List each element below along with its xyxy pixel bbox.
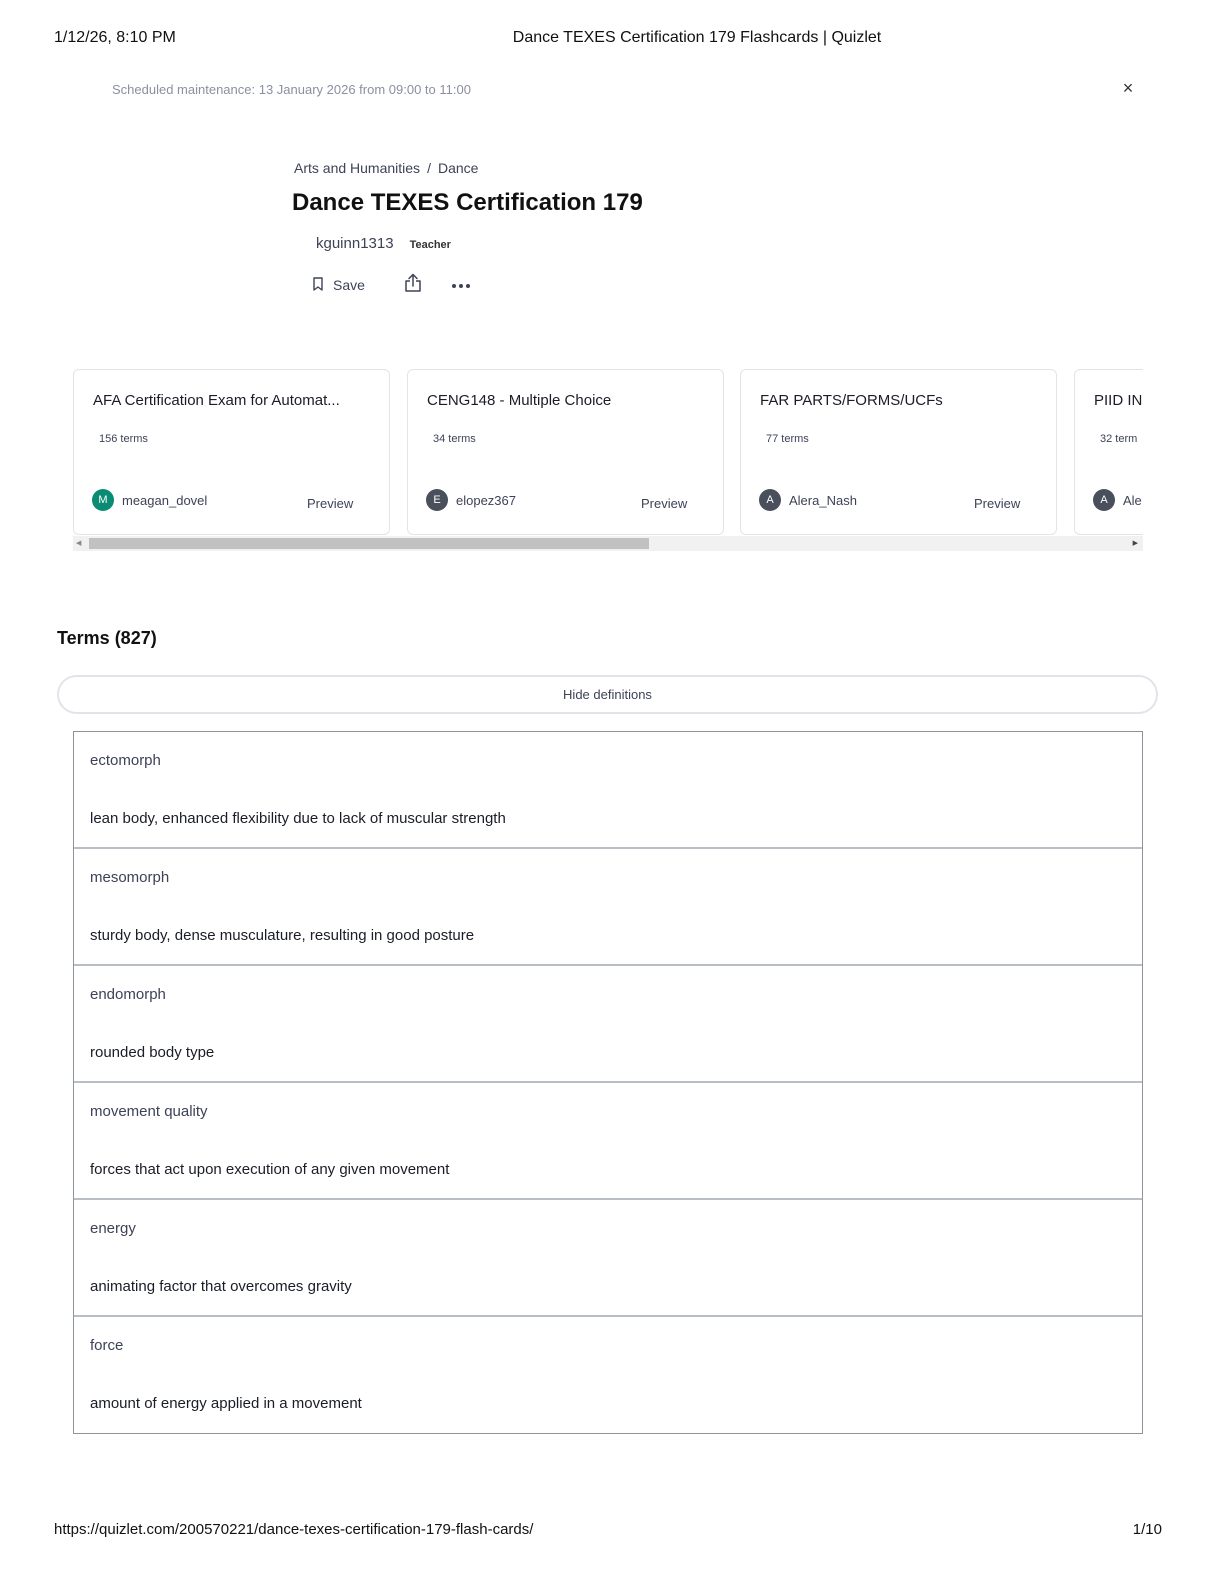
term-definition: sturdy body, dense musculature, resulting in good posture [90,927,475,944]
maintenance-banner-text: Scheduled maintenance: 13 January 2026 from 09:00 to 11:00 [112,82,471,97]
creator-info [316,235,451,252]
term-word: ectomorph [90,752,161,769]
terms-heading: Terms (827) [57,628,157,648]
close-icon[interactable]: × [1122,78,1134,98]
term-word: movement quality [90,1103,208,1120]
related-set-author[interactable]: Ale [1123,493,1142,508]
hide-definitions-button[interactable]: Hide definitions [57,675,1158,714]
scrollbar-thumb[interactable] [89,538,649,549]
save-button[interactable] [312,277,398,294]
term-definition: amount of energy applied in a movement [90,1395,362,1412]
avatar: M [92,489,114,511]
more-horizontal-icon [451,276,471,294]
related-set-title: PIID IN [1094,392,1143,409]
related-set-author[interactable]: meagan_dovel [122,493,208,508]
share-button[interactable] [398,272,428,298]
print-url: https://quizlet.com/200570221/dance-texes-certification-179-flash-cards/ [54,1521,534,1538]
term-row [74,849,1142,966]
related-set-title: FAR PARTS/FORMS/UCFs [760,392,943,409]
related-set-term-count: 34 terms [433,433,476,445]
related-set-title: CENG148 - Multiple Choice [427,392,612,409]
related-set-card[interactable] [1074,369,1143,535]
term-definition: rounded body type [90,1044,215,1061]
term-word: force [90,1337,124,1354]
carousel-scrollbar[interactable] [73,536,1143,551]
preview-button[interactable]: Preview [307,496,354,511]
avatar: A [759,489,781,511]
more-options-button[interactable] [446,272,476,298]
related-set-author[interactable]: elopez367 [456,493,516,508]
term-list [73,731,1143,1434]
scroll-left-arrow-icon[interactable]: ◀ [76,540,82,547]
related-sets-carousel [73,369,1143,535]
avatar: A [1093,489,1115,511]
share-icon [404,273,422,298]
term-row [74,1317,1142,1433]
term-definition: lean body, enhanced flexibility due to lack of muscular strength [90,810,506,827]
save-button-label: Save [333,277,365,293]
avatar: E [426,489,448,511]
term-word: endomorph [90,986,166,1003]
term-word: energy [90,1220,136,1237]
set-actions [312,272,494,298]
bookmark-icon [312,277,324,294]
page-title: Dance TEXES Certification 179 [292,189,643,216]
related-set-author[interactable]: Alera_Nash [789,493,857,508]
print-page-title: Dance TEXES Certification 179 Flashcards | Quizlet [512,29,882,46]
related-set-card[interactable] [740,369,1057,535]
term-row [74,1200,1142,1317]
preview-button[interactable]: Preview [641,496,688,511]
print-page-number: 1/10 [1132,1521,1162,1538]
breadcrumb-separator: / [427,160,431,176]
term-row [74,966,1142,1083]
related-set-card[interactable] [407,369,724,535]
scroll-right-arrow-icon[interactable]: ▶ [1132,540,1138,547]
print-datetime: 1/12/26, 8:10 PM [54,29,176,46]
related-set-term-count: 156 terms [99,433,148,445]
related-set-title: AFA Certification Exam for Automat... [93,392,340,409]
term-definition: forces that act upon execution of any given movement [90,1161,450,1178]
term-row [74,1083,1142,1200]
term-row [74,732,1142,849]
breadcrumb-item-dance[interactable]: Dance [437,160,479,176]
related-set-term-count: 32 term [1100,433,1138,445]
term-definition: animating factor that overcomes gravity [90,1278,352,1295]
related-set-card[interactable] [73,369,390,535]
preview-button[interactable]: Preview [974,496,1021,511]
creator-username[interactable]: kguinn1313 [316,235,394,252]
breadcrumb [294,160,478,176]
term-word: mesomorph [90,869,170,886]
related-set-term-count: 77 terms [766,433,809,445]
creator-role-badge: Teacher [409,239,451,251]
breadcrumb-item-arts-and-humanities[interactable]: Arts and Humanities [294,160,421,176]
